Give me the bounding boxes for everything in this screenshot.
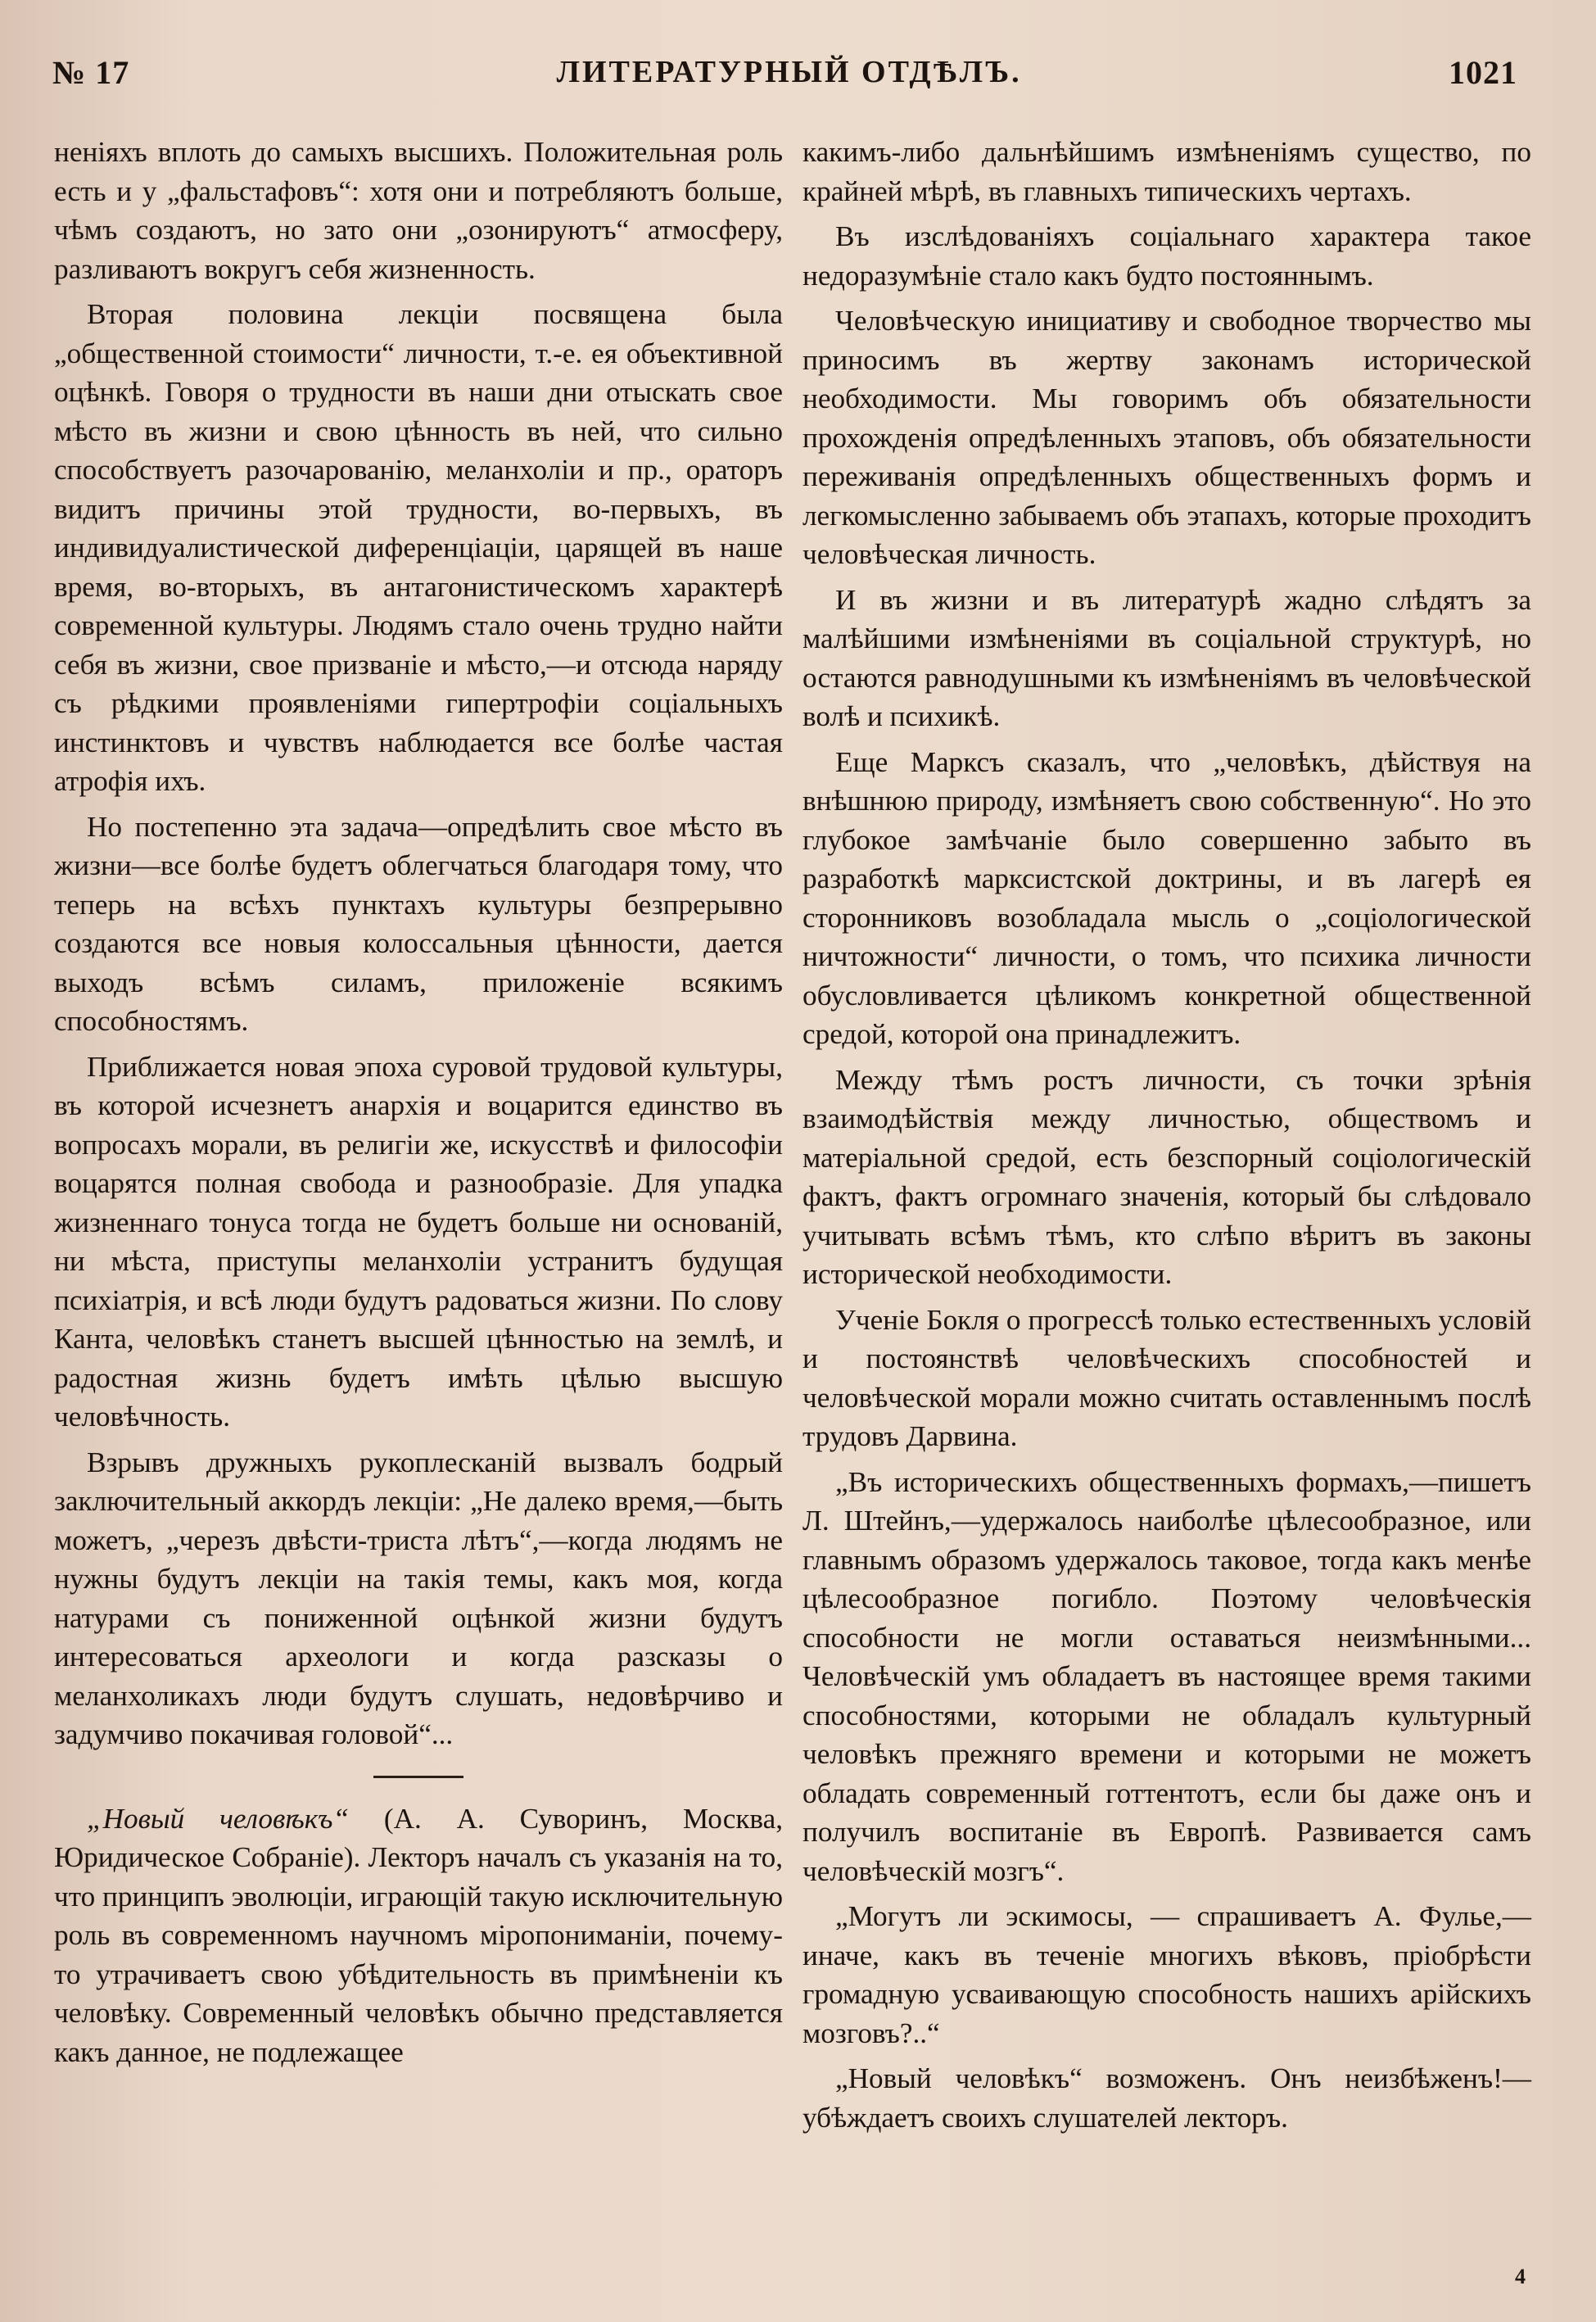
section-title: ЛИТЕРАТУРНЫЙ ОТДѢЛЪ. [556,55,1022,89]
paragraph-text: (А. А. Суворинъ, Москва, Юридическое Собранiе). Лекторъ началъ съ указанiя на то, что принципъ эволюцiи, играющiй такую исключительную роль въ современномъ научномъ мiропониманiи, почему-то утрачиваетъ свою убѣдительность въ примѣненiи къ человѣку. Современный человѣкъ обычно представляется какъ данное, не подлежащее [54,1802,783,2068]
paragraph: Вторая половина лекцiи посвящена была „общественной стоимости“ личности, т.-е. ея объективной оцѣнкѣ. Говоря о трудности въ наши дни отыскать свое мѣсто въ жизни и свою цѣнность въ ней, что сильно способствуетъ разочарованiю, меланхолiи и пр., ораторъ видитъ причины этой трудности, во-первыхъ, въ индивидуалистической диференцiацiи, царящей въ наше время, во-вторыхъ, въ антагонистическомъ характерѣ современной культуры. Людямъ стало очень трудно найти себя въ жизни, свое призванiе и мѣсто,—и отсюда наряду съ рѣдкими проявленiями гипертрофiи соцiальныхъ инстинктовъ и чувствъ наблюдается все болѣе частая атрофiя ихъ. [54,298,783,797]
paragraph: ненiяхъ вплоть до самыхъ высшихъ. Положительная роль есть и у „фальстафовъ“: хотя они и потребляютъ больше, чѣмъ создаютъ, но зато они „озонируютъ“ атмосферу, разливаютъ вокругъ себя жизненность. [54,136,783,285]
right-column [803,133,1531,2143]
paragraph: Взрывъ дружныхъ рукоплесканiй вызвалъ бодрый заключительный аккордъ лекцiи: „Не далеко время,—быть можетъ, „черезъ двѣсти-триста лѣтъ“,—когда людямъ не нужны будутъ лекцiи на такiя темы, какъ моя, когда натурами съ пониженной оцѣнкой жизни будутъ интересоваться археологи и когда разсказы о меланхоликахъ люди будутъ слушать, недовѣрчиво и задумчиво покачивая головой“... [54,1446,783,1750]
paragraph: какимъ-либо дальнѣйшимъ измѣненiямъ существо, по крайней мѣрѣ, въ главныхъ типическихъ чертахъ. [803,136,1531,207]
paragraph: Но постепенно эта задача—опредѣлить свое мѣсто въ жизни—все болѣе будетъ облегчаться благодаря тому, что теперь на всѣхъ пунктахъ культуры безпрерывно создаются все новыя колоссальныя цѣнности, дается выходъ всѣмъ силамъ, приложенiе всякимъ способностямъ. [54,810,783,1037]
lecture-title: „Новый человѣкъ“ [87,1802,350,1835]
running-header [52,48,1517,97]
paragraph: „Могутъ ли эскимосы, — спрашиваетъ А. Фулье,—иначе, какъ въ теченiе многихъ вѣковъ, прiобрѣсти громадную усваивающую способность нашихъ арiйскихъ мозговъ?..“ [803,1900,1531,2049]
paragraph: Между тѣмъ ростъ личности, съ точки зрѣнiя взаимодѣйствiя между личностью, обществомъ и матерiальной средой, есть безспорный соцiологическiй фактъ, фактъ огромнаго значенiя, который бы слѣдовало учитывать всѣмъ тѣмъ, кто слѣпо вѣритъ въ законы исторической необходимости. [803,1063,1531,1290]
left-column [54,133,783,2078]
section-divider [373,1776,463,1778]
paragraph: Ученiе Бокля о прогрессѣ только естественныхъ условiй и постоянствѣ человѣческихъ способностей и человѣческой морали можно считать оставленнымъ послѣ трудовъ Дарвина. [803,1303,1531,1452]
paragraph [54,1799,783,2072]
paragraph: Человѣческую инициативу и свободное творчество мы приносимъ въ жертву законамъ исторической необходимости. Мы говоримъ объ обязательности прохожденiя опредѣленныхъ этаповъ, объ обязательности переживанiя опредѣленныхъ общественныхъ формъ и легкомысленно забываемъ объ этапахъ, которые проходитъ человѣческая личность. [803,305,1531,570]
paragraph: Приближается новая эпоха суровой трудовой культуры, въ которой исчезнетъ анархiя и воцарится единство въ вопросахъ морали, въ религiи же, искусствѣ и философiи воцарятся полная свобода и разнообразiе. Для упадка жизненнаго тонуса тогда не будетъ больше ни основанiй, ни мѣста, приступы меланхолiи устранитъ будущая психiатрiя, и всѣ люди будутъ радоваться жизни. По слову Канта, человѣкъ станетъ высшей цѣнностью на землѣ, и радостная жизнь будетъ имѣть цѣлью высшую человѣчность. [54,1050,783,1433]
issue-number: № 17 [52,53,130,91]
paragraph: Еще Марксъ сказалъ, что „человѣкъ, дѣйствуя на внѣшнюю природу, измѣняетъ свою собственную“. Но это глубокое замѣчанiе было совершенно забыто въ разработкѣ марксистской доктрины, и въ лагерѣ ея сторонниковъ возобладала мысль о „соцiологической ничтожности“ личности, о томъ, что психика личности обусловливается цѣликомъ конкретной общественной средой, которой она принадлежитъ. [803,745,1531,1050]
paragraph: „Въ историческихъ общественныхъ формахъ,—пишетъ Л. Штейнъ,—удержалось наиболѣе цѣлесообразное, или главнымъ образомъ удержалось таковое, тогда какъ менѣе цѣлесообразное погибло. Поэтому человѣческiя способности не могли оставаться неизмѣнными... Человѣческiй умъ обладаетъ въ настоящее время такими способностями, которыми не обладалъ культурный человѣкъ прежняго времени и которыми не можетъ обладать современный готтентотъ, если бы даже онъ и получилъ воспитанiе въ Европѣ. Развивается самъ человѣческiй мозгъ“. [803,1465,1531,1887]
page-number: 1021 [1449,53,1517,91]
paragraph: „Новый человѣкъ“ возможенъ. Онъ неизбѣженъ!—убѣждаетъ своихъ слушателей лекторъ. [803,2062,1531,2134]
paragraph: Въ изслѣдованiяхъ соцiальнаго характера такое недоразумѣнiе стало какъ будто постояннымъ. [803,220,1531,292]
paragraph: И въ жизни и въ литературѣ жадно слѣдятъ за малѣйшими измѣненiями въ соцiальной структурѣ, но остаются равнодушными къ измѣненiямъ въ человѣческой волѣ и психикѣ. [803,583,1531,732]
signature-mark: 4 [1515,2265,1526,2288]
